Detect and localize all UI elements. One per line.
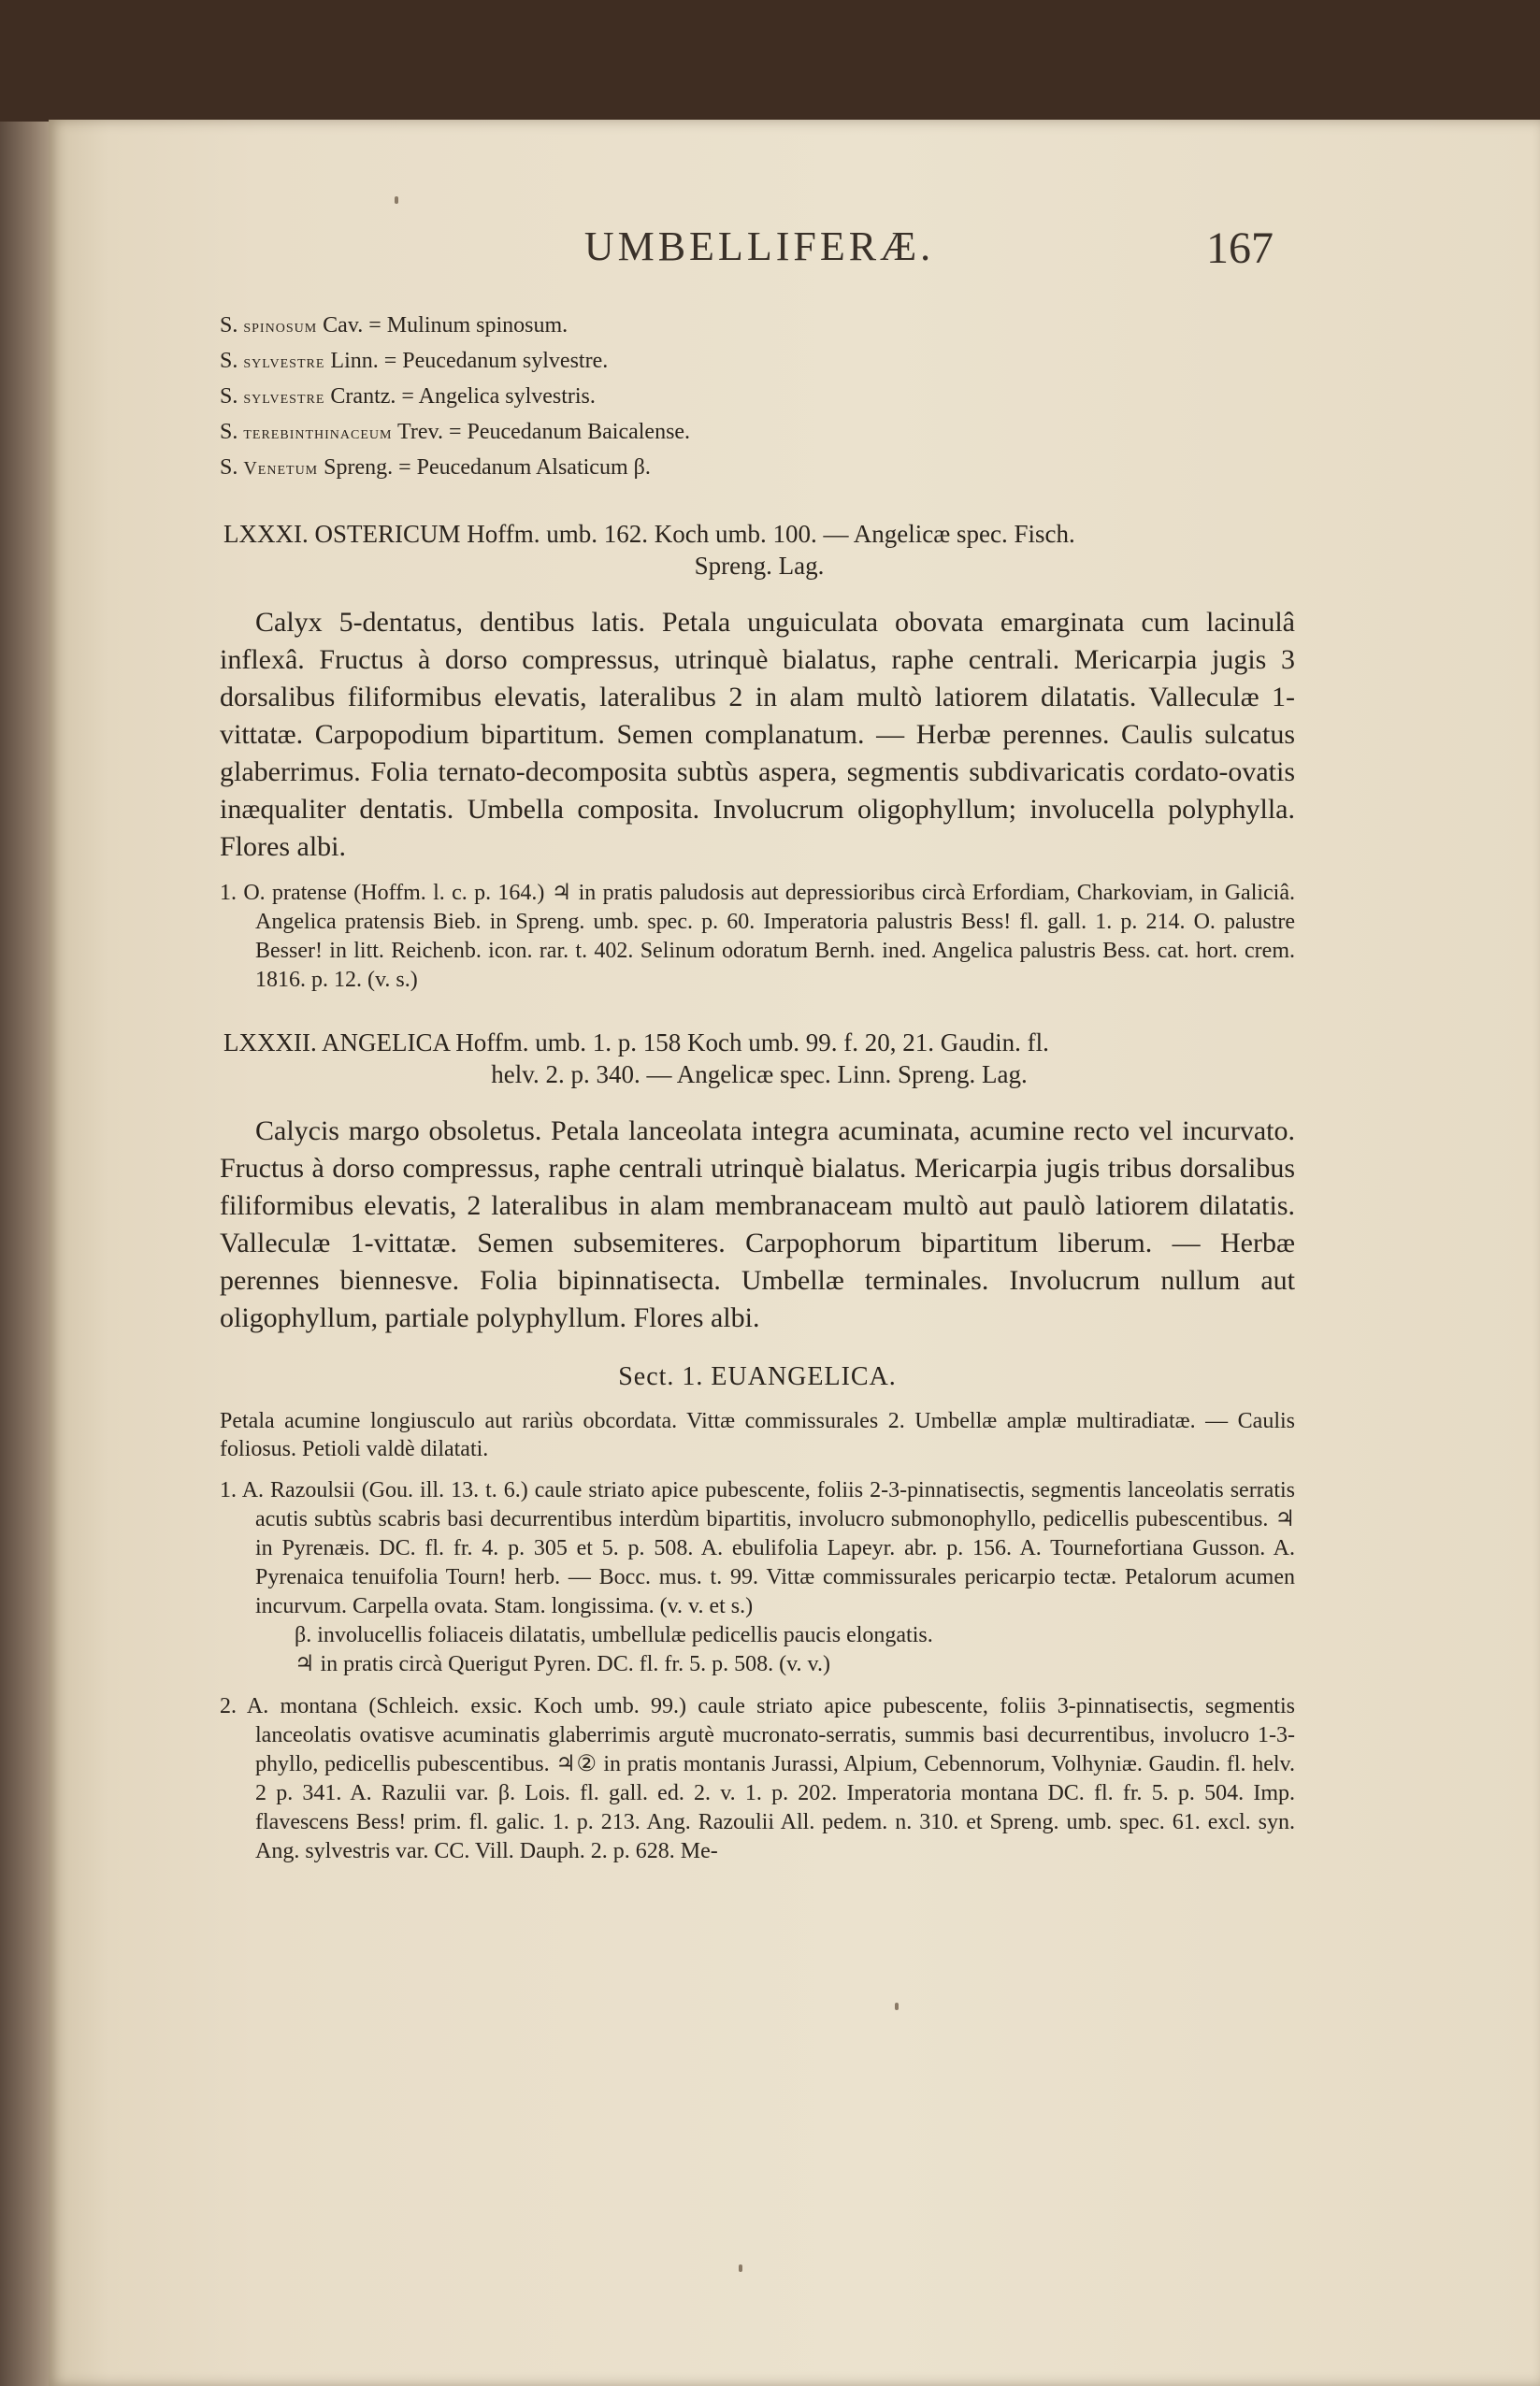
synonym-text: Cav. = Mulinum spinosum.: [323, 313, 569, 338]
genus-heading-osutericum: [223, 518, 1295, 582]
synonym-text: Crantz. = Angelica sylvestris.: [330, 384, 596, 409]
page-number: 167: [1206, 223, 1274, 273]
genus-heading-continuation: helv. 2. p. 340. — Angelicæ spec. Linn. Spreng. Lag.: [491, 1060, 1028, 1088]
synonym-epithet: terebinthinaceum: [243, 423, 393, 443]
genus-heading-text: LXXXII. ANGELICA Hoffm. umb. 1. p. 158 Koch umb. 99. f. 20, 21. Gaudin. fl.: [223, 1028, 1049, 1056]
species-entry: 1. O. pratense (Hoffm. l. c. p. 164.) ♃ in pratis paludosis aut depressioribus circà Erfordiam, Charkoviam, in Galiciâ. Angelica pratensis Bieb. in Spreng. umb. spec. p. 60. Imperatoria palustris Bess! fl. gall. 1. p. 214. O. palustre Besser! in litt. Reichenb. icon. rar. t. 402. Selinum odoratum Bernh. ined. Angelica palustris Bess. cat. hort. crem. 1816. p. 12. (v. s.): [220, 881, 1295, 992]
synonym-text: Spreng. = Peucedanum Alsaticum β.: [324, 455, 651, 480]
synonym-epithet: sylvestre: [243, 352, 325, 372]
synonym-prefix: S.: [220, 349, 238, 373]
genus-heading-continuation: Spreng. Lag.: [694, 552, 825, 580]
synonym-prefix: S.: [220, 384, 238, 409]
genus-description-angelica: Calycis margo obsoletus. Petala lanceolata integra acuminata, acumine recto vel incurvato. Fructus à dorso compressus, raphe centrali utrinquè bialatus. Mericarpia jugis tribus dorsalibus filiformibus elevatis, 2 lateralibus in alam membranaceam multò aut paulò latiorem dilatatis. Valleculæ 1-vittatæ. Semen subsemiteres. Carpophorum bipartitum liberum. — Herbæ perennes biennesve. Folia bipinnatisecta. Umbellæ terminales. Involucrum nullum aut oligophyllum, partiale polyphyllum. Flores albi.: [220, 1115, 1295, 1333]
species-entry: 2. A. montana (Schleich. exsic. Koch umb. 99.) caule striato apice pubescente, foliis 3-pinnatisectis, segmentis lanceolatis ovatisve acuminatis glaberrimis argutè mucronato-serratis, summis basi decurrentibus, involucro 1-3-phyllo, pedicellis pubescentibus. ♃② in pratis montanis Jurassi, Alpium, Cebennorum, Volhyniæ. Gaudin. fl. helv. 2 p. 341. A. Razulii var. β. Lois. fl. gall. ed. 2. v. 1. p. 202. Imperatoria montana DC. fl. fr. 5. p. 504. Imp. flavescens Bess! prim. fl. galic. 1. p. 213. Ang. Razoulii All. pedem. n. 310. et Spreng. umb. spec. 61. excl. syn. Ang. sylvestris var. CC. Vill. Dauph. 2. p. 628. Me-: [220, 1694, 1295, 1863]
synonym-epithet: spinosum: [243, 316, 318, 337]
genus-heading-angelica: [223, 1027, 1295, 1090]
ink-speck: [739, 2264, 742, 2272]
species-entry: 1. A. Razoulsii (Gou. ill. 13. t. 6.) caule striato apice pubescente, foliis 2-3-pinnatisectis, segmentis lanceolatis serratis acutis subtùs scabris basi decurrentibus interdùm bipartitis, involucro submonophyllo, pedicellis pubescentibus. ♃ in Pyrenæis. DC. fl. fr. 4. p. 305 et 5. p. 508. A. ebulifolia Lapeyr. abr. p. 156. A. Tournefortiana Gusson. A. Pyrenaica tenuifolia Tourn! herb. — Bocc. mus. t. 99. Vittæ commissurales pericarpio tectæ. Petalorum acumen incurvum. Carpella ovata. Stam. longissima. (v. v. et s.): [220, 1478, 1295, 1618]
synonym-prefix: S.: [220, 455, 238, 480]
synonym-epithet: sylvestre: [243, 387, 325, 408]
book-spine: [0, 122, 56, 2386]
synonym-text: Trev. = Peucedanum Baicalense.: [397, 420, 691, 444]
section-description: Petala acumine longiusculo aut rariùs obcordata. Vittæ commissurales 2. Umbellæ amplæ multiradiatæ. — Caulis foliosus. Petioli valdè dilatati.: [220, 1409, 1295, 1461]
ink-speck: [895, 2003, 899, 2010]
synonym-list: [220, 309, 1295, 1866]
synonym-entry: [220, 344, 1295, 380]
synonym-entry: [220, 380, 1295, 415]
synonym-prefix: S.: [220, 420, 238, 444]
variety-entry-continued: ♃ in pratis circà Querigut Pyren. DC. fl. fr. 5. p. 508. (v. v.): [295, 1652, 830, 1676]
scan-background: [0, 0, 1540, 122]
synonym-entry: [220, 309, 1295, 344]
synonym-epithet: Venetum: [243, 458, 319, 479]
synonym-entry: [220, 415, 1295, 451]
variety-entry: β. involucellis foliaceis dilatatis, umbellulæ pedicellis paucis elongatis.: [295, 1623, 933, 1647]
section-heading: Sect. 1. EUANGELICA.: [618, 1362, 897, 1391]
synonym-entry: [220, 451, 1295, 486]
genus-description-osutericum: Calyx 5-dentatus, dentibus latis. Petala unguiculata obovata emarginata cum lacinulâ inflexâ. Fructus à dorso compressus, utrinquè bialatus, raphe centrali. Mericarpia jugis 3 dorsalibus filiformibus elevatis, lateralibus 2 in alam multò latiorem dilatatis. Valleculæ 1-vittatæ. Carpopodium bipartitum. Semen complanatum. — Herbæ perennes. Caulis sulcatus glaberrimus. Folia ternato-decomposita subtùs aspera, segmentis subdivaricatis cordato-ovatis inæqualiter dentatis. Umbella composita. Involucrum oligophyllum; involucella polyphylla. Flores albi.: [220, 607, 1295, 862]
synonym-text: Linn. = Peucedanum sylvestre.: [330, 349, 609, 373]
genus-heading-text: LXXXI. OSTERICUM Hoffm. umb. 162. Koch umb. 100. — Angelicæ spec. Fisch.: [223, 520, 1075, 548]
running-head: UMBELLIFERÆ.: [583, 223, 935, 269]
synonym-prefix: S.: [220, 313, 238, 338]
ink-speck: [395, 196, 398, 204]
